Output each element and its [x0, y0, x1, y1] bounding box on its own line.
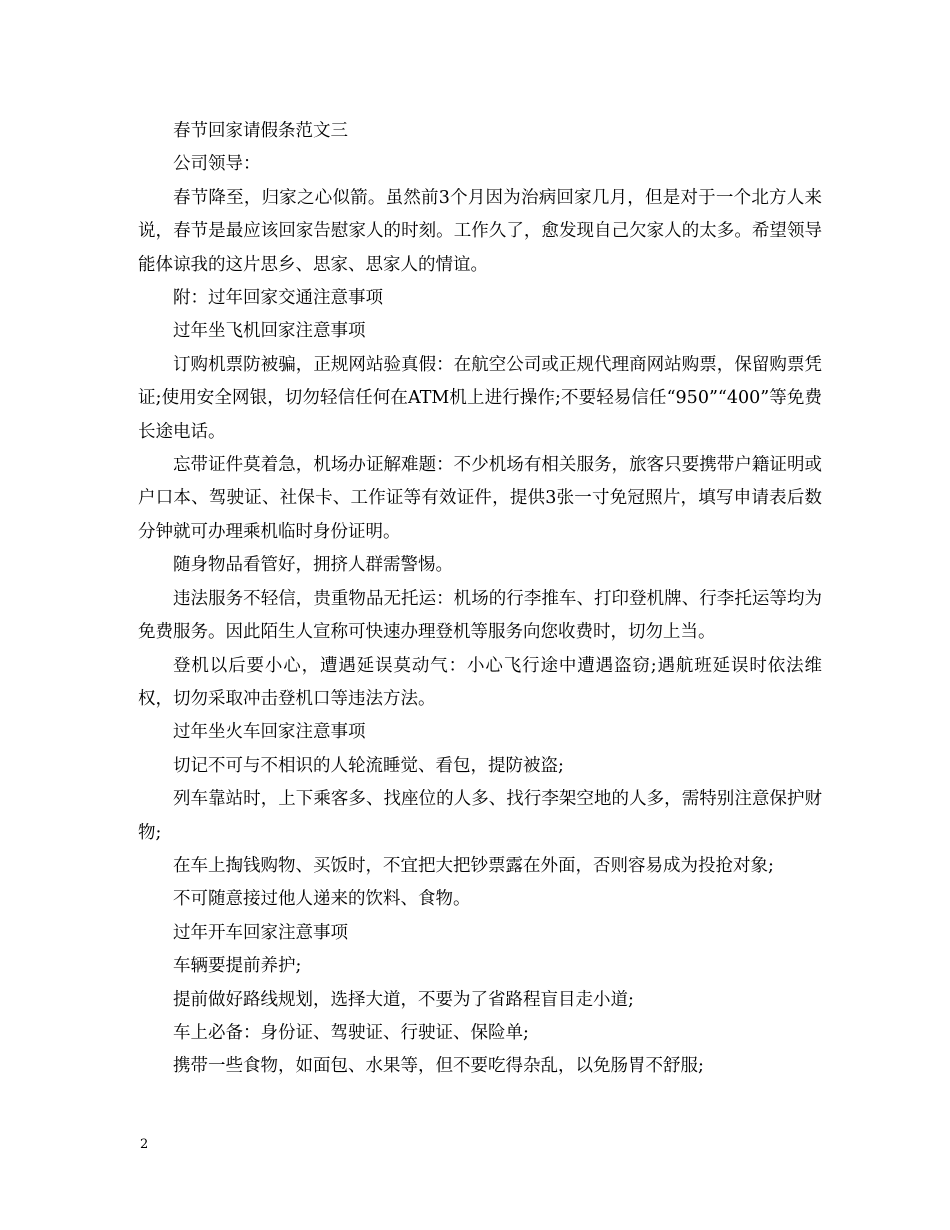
body-paragraph: 随身物品看管好，拥挤人群需警惕。: [173, 555, 453, 576]
body-paragraph: 在车上掏钱购物、买饭时，不宜把大把钞票露在外面，否则容易成为投抢对象;: [173, 855, 774, 876]
body-paragraph: 不可随意接过他人递来的饮料、食物。: [173, 889, 471, 910]
body-paragraph: 列车靠站时，上下乘客多、找座位的人多、找行李架空地的人多，需特别注意保护财物;: [138, 789, 822, 843]
section-heading-train: 过年坐火车回家注意事项: [173, 722, 366, 743]
document-body: [138, 115, 822, 1084]
salutation: 公司领导：: [173, 154, 261, 175]
body-paragraph: 提前做好路线规划，选择大道，不要为了省路程盲目走小道;: [173, 989, 634, 1010]
body-paragraph: 车辆要提前养护;: [173, 956, 302, 977]
body-paragraph: 忘带证件莫着急，机场办证解难题：不少机场有相关服务，旅客只要携带户籍证明或户口本、驾驶证、社保卡、工作证等有效证件，提供3张一寸免冠照片，填写申请表后数分钟就可办理乘机临时身份证明。: [138, 455, 822, 542]
body-paragraph: 订购机票防被骗，正规网站验真假：在航空公司或正规代理商网站购票，保留购票凭证;使用安全网银，切勿轻信任何在ATM机上进行操作;不要轻易信任“950”“400”等免费长途电话。: [138, 354, 822, 442]
section-heading-car: 过年开车回家注意事项: [173, 922, 348, 943]
body-paragraph: 违法服务不轻信，贵重物品无托运：机场的行李推车、打印登机牌、行李托运等均为免费服务。因此陌生人宣称可快速办理登机等服务向您收费时，切勿上当。: [138, 588, 822, 643]
body-paragraph: 携带一些食物，如面包、水果等，但不要吃得杂乱，以免肠胃不舒服;: [173, 1056, 704, 1077]
appendix-heading: 附：过年回家交通注意事项: [173, 288, 383, 309]
body-paragraph: 车上必备：身份证、驾驶证、行驶证、保险单;: [173, 1022, 529, 1043]
section-heading-airplane: 过年坐飞机回家注意事项: [173, 321, 366, 342]
document-title: 春节回家请假条范文三: [173, 121, 348, 141]
body-paragraph: 春节降至，归家之心似箭。虽然前3个月因为治病回家几月，但是对于一个北方人来说，春节是最应该回家告慰家人的时刻。工作久了，愈发现自己欠家人的太多。希望领导能体谅我的这片思乡、思家、思家人的情谊。: [138, 187, 822, 275]
body-paragraph: 登机以后要小心，遭遇延误莫动气：小心飞行途中遭遇盗窃;遇航班延误时依法维权，切勿采取冲击登机口等违法方法。: [138, 655, 822, 709]
body-paragraph: 切记不可与不相识的人轮流睡觉、看包，提防被盗;: [173, 755, 564, 776]
page-number: 2: [140, 1137, 149, 1152]
